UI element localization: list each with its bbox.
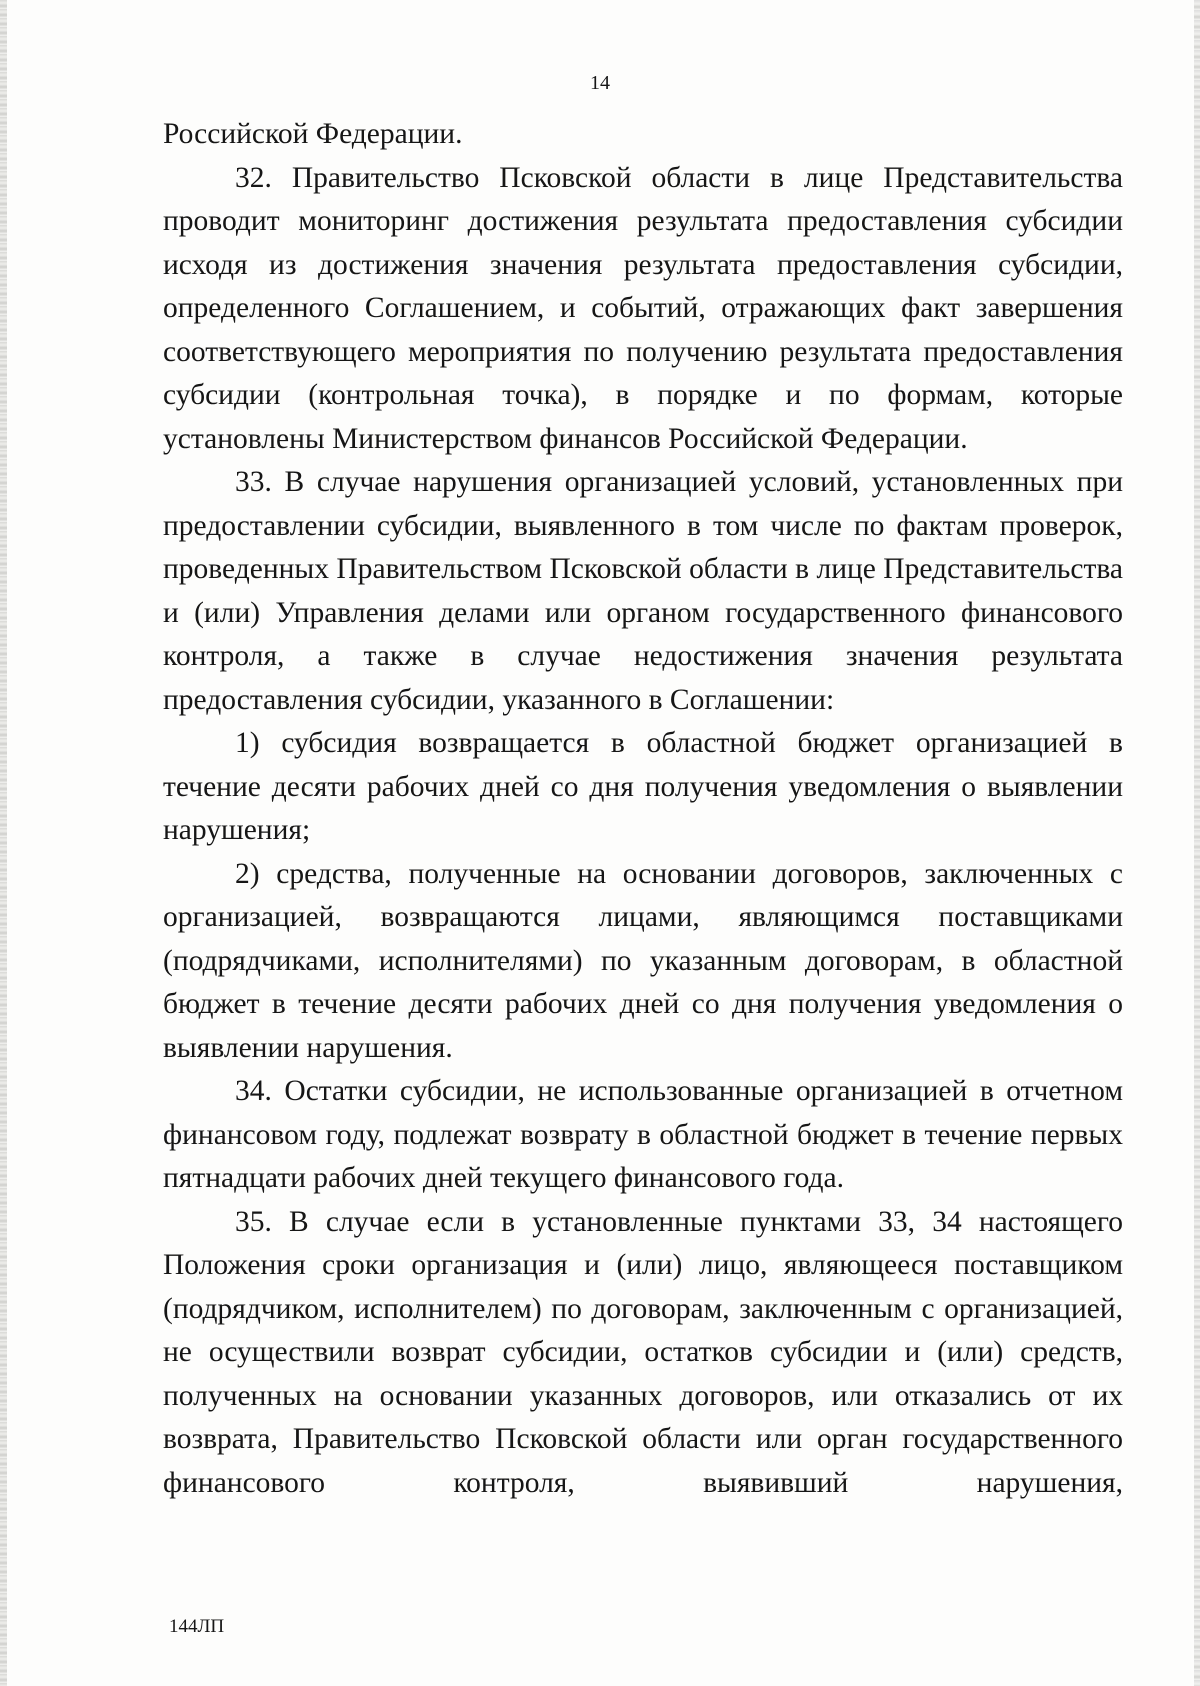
document-code: 144ЛП [169, 1616, 225, 1637]
paragraph-35: 35. В случае если в установленные пунктами 33, 34 настоящего Положения сроки организация и (или) лицо, являющееся поставщиком (подрядчиком, исполнителем) по договорам, заключенным с организацией, не осуществили возврат субсидии, остатков субсидии и (или) средств, полученных на основании указанных договоров, или отказались от их возврата, Правительство Псковской области или орган государственного финансового контроля, выявивший нарушения, [163, 1205, 1123, 1499]
paragraph-33-item-1: 1) субсидия возвращается в областной бюджет организацией в течение десяти рабочих дней со дня получения уведомления о выявлении нарушения; [163, 727, 1123, 846]
scan-edge-right [1194, 0, 1200, 1686]
document-body [163, 113, 1123, 1505]
scan-edge-left [0, 0, 7, 1686]
paragraph-32: 32. Правительство Псковской области в лице Представительства проводит мониторинг достижения результата предоставления субсидии исходя из достижения значения результата предоставления субсидии, определенного Соглашением, и событий, отражающих факт завершения соответствующего мероприятия по получению результата предоставления субсидии (контрольная точка), в порядке и по формам, которые установлены Министерством финансов Российской Федерации. [163, 161, 1123, 455]
paragraph-33: 33. В случае нарушения организацией условий, установленных при предоставлении субсидии, выявленного в том числе по фактам проверок, проведенных Правительством Псковской области в лице Представительства и (или) Управления делами или органом государственного финансового контроля, а также в случае недостижения значения результата предоставления субсидии, указанного в Соглашении: [163, 466, 1123, 716]
paragraph-33-item-2: 2) средства, полученные на основании договоров, заключенных с организацией, возвращаются лицами, являющимся поставщиками (подрядчиками, исполнителями) по указанным договорам, в областной бюджет в течение десяти рабочих дней со дня получения уведомления о выявлении нарушения. [163, 857, 1123, 1064]
paragraph-continuation: Российской Федерации. [163, 118, 463, 150]
page-number: 14 [590, 72, 610, 94]
paragraph-34: 34. Остатки субсидии, не использованные организацией в отчетном финансовом году, подлежат возврату в областной бюджет в течение первых пятнадцати рабочих дней текущего финансового года. [163, 1075, 1123, 1194]
